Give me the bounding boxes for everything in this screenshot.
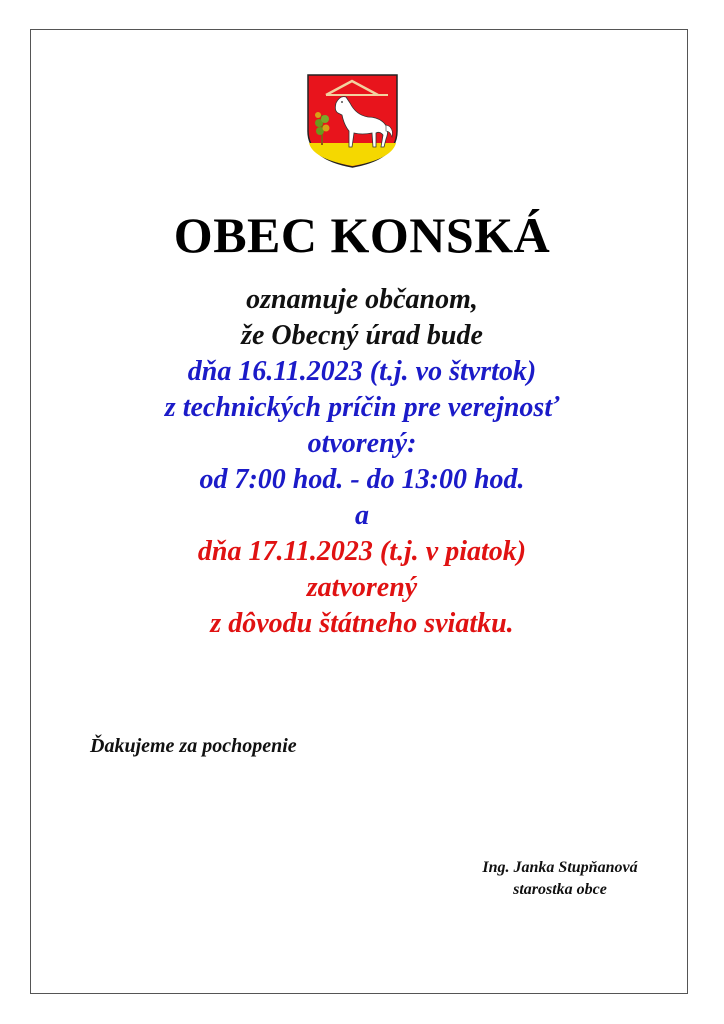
announcement-line: že Obecný úrad bude [241,320,483,351]
announcement-line: oznamuje občanom, [246,284,478,315]
open-status-line: otvorený: [307,428,417,459]
announcement-line: z technických príčin pre verejnosť [164,392,560,423]
open-date-line: dňa 16.11.2023 (t.j. vo štvrtok) [187,356,537,387]
thanks-note: Ďakujeme za pochopenie [90,735,297,757]
closure-reason-line: z dôvodu štátneho sviatku. [210,608,514,639]
signature-block [418,857,702,901]
signer-name: Ing. Janka Stupňanová [482,859,638,876]
closed-status-line: zatvorený [306,572,418,603]
coat-of-arms-icon [306,73,399,169]
opening-hours-line: od 7:00 hod. - do 13:00 hod. [199,464,525,495]
conjunction-line: a [355,500,369,531]
page-title: OBEC KONSKÁ [173,207,551,263]
closed-date-line: dňa 17.11.2023 (t.j. v piatok) [197,536,527,567]
announcement-body [0,282,724,642]
signer-role: starostka obce [513,881,607,898]
